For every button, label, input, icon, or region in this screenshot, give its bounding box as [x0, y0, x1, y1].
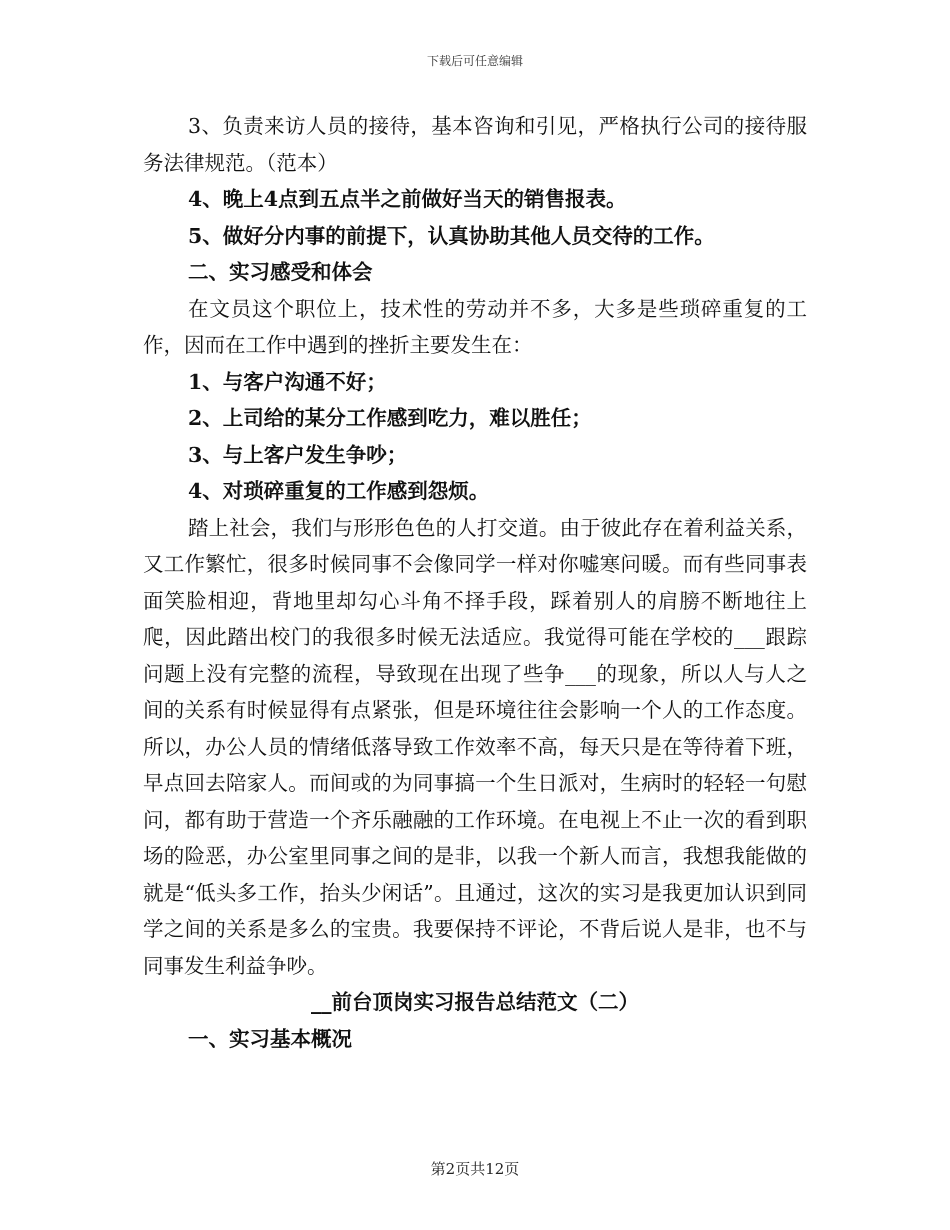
paragraph-intro-setbacks: 在文员这个职位上，技术性的劳动并不多，大多是些琐碎重复的工作，因而在工作中遇到的挫折主要发生在：: [143, 296, 807, 357]
paragraph-duty-3: 3、负责来访人员的接待，基本咨询和引见，严格执行公司的接待服务法律规范。（范本）: [143, 114, 807, 175]
list-item-setback-4: 4、对琐碎重复的工作感到怨烦。: [188, 479, 490, 503]
list-item-setback-3: 3、与上客户发生争吵；: [188, 442, 408, 467]
section-heading-overview: 一、实习基本概况: [188, 1026, 352, 1051]
page-header: 下载后可任意编辑: [426, 54, 523, 68]
list-item-setback-2: 2、上司给的某分工作感到吃力，难以胜任；: [188, 406, 592, 430]
document-section-title: __前台顶岗实习报告总结范文（二）: [311, 990, 639, 1014]
paragraph-duty-5: 5、做好分内事的前提下，认真协助其他人员交待的工作。: [188, 223, 715, 248]
section-heading-feelings: 二、实习感受和体会: [188, 260, 373, 284]
page-footer: 第2页共12页: [430, 1160, 520, 1178]
paragraph-society: 踏上社会，我们与形形色色的人打交道。由于彼此存在着利益关系，又工作繁忙，很多时候同事不会像同学一样对你嘘寒问暖。而有些同事表面笑脸相迎，背地里却勾心斗角不择手段，踩着别人的肩膀不断地往上爬，因此踏出校门的我很多时候无法适应。我觉得可能在学校的___跟踪问题上没有完整的流程，导致现在出现了些争___的现象，所以人与人之间的关系有时候显得有点紧张，但是环境往往会影响一个人的工作态度。所以，办公人员的情绪低落导致工作效率不高，每天只是在等待着下班，早点回去陪家人。而间或的为同事搞一个生日派对，生病时的轻轻一句慰问，都有助于营造一个齐乐融融的工作环境。在电视上不止一次的看到职场的险恶，办公室里同事之间的是非，以我一个新人而言，我想我能做的就是“低头多工作，抬头少闲话”。且通过，这次的实习是我更加认识到同学之间的关系是多么的宝贵。我要保持不评论，不背后说人是非，也不与同事发生利益争吵。: [143, 515, 807, 978]
document-body: [143, 108, 807, 1057]
paragraph-duty-4: 4、晚上4点到五点半之前做好当天的销售报表。: [188, 187, 627, 211]
list-item-setback-1: 1、与客户沟通不好；: [188, 369, 387, 394]
